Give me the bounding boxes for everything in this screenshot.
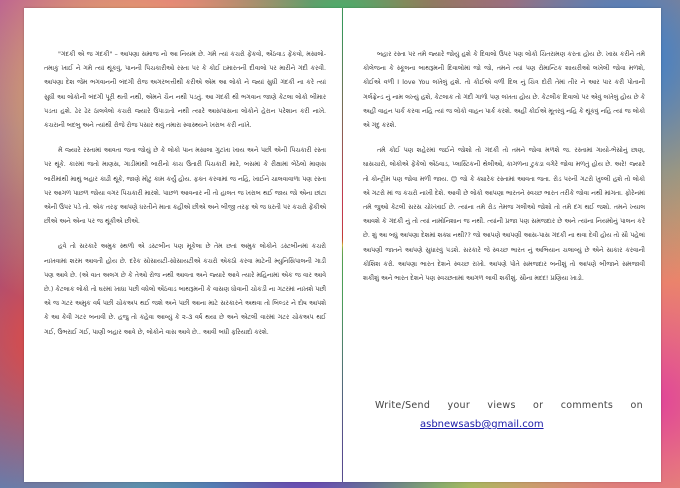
right-page <box>343 8 661 482</box>
paragraph: "ગંદકી એ જ ગંદકી" – આપણા સમાજ નો આ નિયમ છે. ગમે ત્યાં કચરો ફેંકવો, એંઠવાડ ફેંકવો, મસાલો-તમાકુ ખાઈ ને ગમે ત્યાં થૂંકવું, પાનની પિચકારીઓ રસ્તા પર કે કોઈ ઇમારતની દીવાલો પર મારીને ગંદી કરવી. આપણા દેશ જેમ ભગવાનની બંદગી રોજ અગરબત્તીથી કરીએ એમ આ લોકો ને જ્યાં સુધી ગંદકી ના કરે ત્યાં સુધી આ લોકોની બંદગી પૂરી થતી નથી, એમને ચૈન નથી પડતું. આ ગંદકી થી ભગવાન જાણે કેટલા લોકો બીમાર પડતા હશે. ઢેર ઢેર ઠાલવેલો કચરો જ્યારે ઉપાડાતો નથી ત્યારે આસપાસના લોકોને હેરાન પરેશાન કરી નાખે. કચરાની બદબુ અને ત્યાંથી રોજે રોજ પસાર થવું તમારા સ્વાસ્થ્યને ખરાબ કરી નાખે. <box>44 51 326 130</box>
paragraph: તમે કોઈ પણ શહેરમાં જઈને જોશો તો ગંદકી તો તમને જોવા મળશે જ. રસ્તામાં ગાયો-ભેંસોનું છાણ, ઘાસચારો, લોકોએ ફેંકેલો એંઠવાડ, પ્લાસ્ટિકની થેલીઓ, કાગળના ટુકડા વગેરે જોવા મળતું હોય છે. અરે! જ્યારે તો કોન્ટ્રીમ પણ જોવા મળી જાય. 😊 જો કે ક્યારેક રસ્તામાં આવતા જતા. રોડ પરની ગટરો ખુલ્લી હશે તો લોકો એ ગટરો માં જ કચરો નાખી દેશે. આવી છે લોકો આપણા ભારતને સ્વચ્છ ભારત તરીકે જોવા નથી માંગતા. ફોરેનમાં તમે જુઓ કેટલી સરસ ચોખ્ખાઈ છે. ત્યાંના તમે રોડ તેમજ ગલીઓ જોશો તો તમે દંગ થઈ જશો. તમને ખ્યાલ આવશે કે ગંદકી નું તો ત્યાં નામોનિશાન જ નથી. ત્યાંની પ્રજા પણ સમજદાર છે અને ત્યાંના નિયમોનું પાલન કરે છે. શું આ બધું આપણા દેશમાં શક્ય નથી?? જો આપણે આપણી આસ-પાસ ગંદકી ના થવા દેવી હોય તો સૌ પહેલાં આપણી જાતને આપણે સુધારવું પડશે. સરકારે જે સ્વચ્છ ભારત નું અભિયાન ચલાવ્યું છે એને સાકાર કરવાની કોશિશ કરો. આપણા ભારત દેશને સ્વચ્છ રાખો. આપણે પોતે સમજદાર બનીશું તો આપણે બીજાને સમજાવી શકીશું અને ભારત દેશને પણ સ્વચ્છતામાં આગળ લાવી શકીશું. સૌના મદદ! પ્રણિયા ખાડો. <box>363 147 645 283</box>
left-page <box>24 8 342 482</box>
paragraph: હવે તો સરકારે અમુક સ્થળો એ ડસ્ટબીન પણ મૂકેલા છે તેમ છતાં અમુક લોકોને ડસ્ટબીનમાં કચરો નાખવામાં શરમ આવતી હોય છે. દરેક સોસાયટી-સોસાયટીએ કચરો એકઠો કરવા માટેની મ્યુનિસિપાલની ગાડી પણ આવે છે. (એ વાત અલગ છે કે તેઓ રોજ નથી આવતા અને જ્યારે આવે ત્યારે મહિનામાં એક જ વાર આવે છે.) કેટલાક લોકો તો ઘરમાં ખાધા પછી વધેલો એંઠવાડ બાથરૂમની કે વાસણ ધોવાની ચોકડી ના ગટરમાં નાખશે પછી એ જ ગટર અમુક વર્ષ પછી ચોકઅપ થઈ જશે અને પછી આના માટે સરકારને અથવા તો બિલ્ડર ને દોષ આપશે કે આ કેવી ગટર બનાવી છે. હજુ તો કહેવા આવ્યું કે ૨-૩ વર્ષ થયા છે અને એટલી વારમાં ગટર ચોકઅપ થઈ ગઈ, ઉભરાઈ ગઈ, પાણી બહાર આવે છે, લોકોને વાસ આવે છે.. આવી બધી ફરિયાદો કરશે. <box>44 243 326 336</box>
contact-label: Write/Send your views or comments on <box>375 400 643 411</box>
email-link[interactable]: asbnewsasb@gmail.com <box>420 419 544 430</box>
paragraph: મેં જ્યારે રસ્તામાં આવતા જતા જોયું છે કે લોકો પાન મસાલા ગુટખા ખાય અને પછી એની પિચકારી રસ્તા પર થૂંકે. કારમાં જતો માણસ, ગાડીમાંથી બારીનો કાચ ઉતારી પિચકારી મારે, બસમાં કે રીક્ષામાં બેઠેલો માણસ બારીમાંથી માથું બહાર કાઢી થૂંકે, જાણે મોટું કામ કર્યું હોય. ફક્ત કરવામાં જ નહિ, ખાઈને ચાલવાવાળા પણ રસ્તા પર આગળ પાછળ જોયા વગર પિચકારી મારશે. પાછળ આવનાર ની તો હાલત જ ખરાબ થઈ જાય જો એના છાંટા એની ઉપર પડે તો. એક તરફ આપણે ધરતીને માતા કહીએ છીએ અને બીજી તરફ એ જ ધરતી પર કચરો ફેંકીએ છીએ અને એના પર જ થૂંકીએ છીએ. <box>44 147 326 226</box>
paragraph: બહાર રસ્તા પર તમે જ્યારે જોયું હશે કે દિવાલો ઉપર પણ લોકો ચિતરામણ કરતા હોય છે. ખાસ કરીને તમે કોલેજના કે સ્કૂલના બાથરૂમની દિવાલોમાં જો જો, તમને ત્યાં પણ રોમાન્ટિક શાયરીઓ લખેલી જોવા મળશે, કોઈએ વળી I love You લખેલું હશે. તો કોઈએ વળી દિલ નું ચિત્ર દોરી તેમાં તીર ને આર પાર કરી પોતાની ગર્લફ્રેન્ડ નું નામ લખ્યું હશે, કેટલાક તો ગંદી ગાળો પણ લખતા હોય છે. કેટલીક દિવાલો પર એવું લખેલું હોય છે કે અહીં વાહન પાર્ક કરવા નહિ ત્યાં જ લોકો વાહન પાર્ક કરશે. અહીં કોઈએ મૂતરવું નહિ કે થૂંકવું નહિ ત્યાં જ લોકો એ ગંદુ કરશે. <box>363 51 645 130</box>
right-page-text <box>363 48 645 297</box>
left-page-text <box>44 48 326 351</box>
